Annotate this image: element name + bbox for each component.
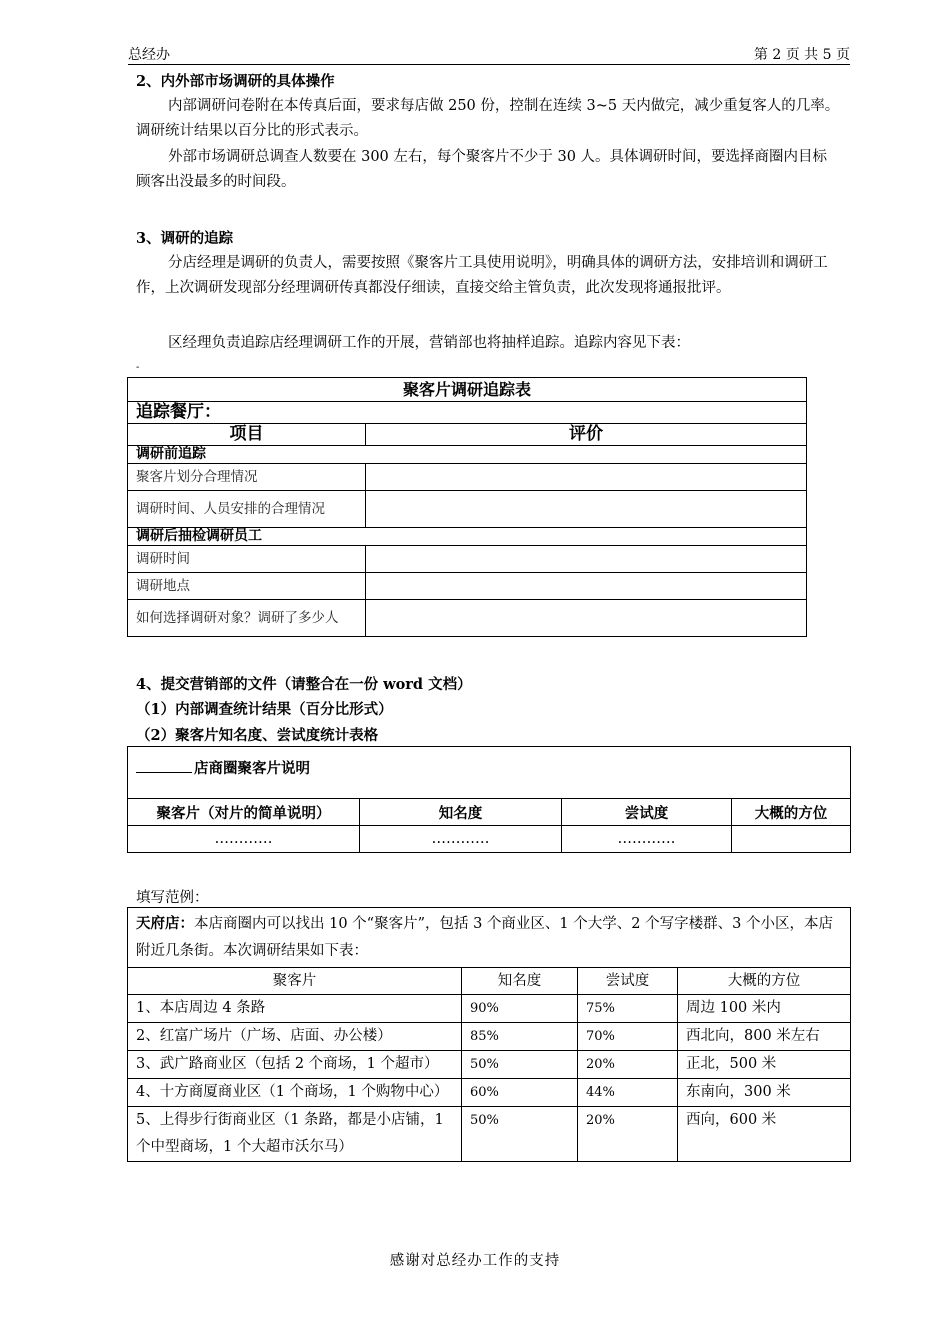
section3-heading: 3、调研的追踪: [136, 230, 234, 247]
example-intro: 本店商圈内可以找出 10 个“聚客片”，包括 3 个商业区、1 个大学、2 个写字楼群、3 个小区，本店附近几条街。本次调研结果如下表：: [136, 916, 833, 959]
example-cell: 20%: [578, 1107, 678, 1162]
section4-item2: （2）聚客片知名度、尝试度统计表格: [136, 727, 379, 744]
example-row: [128, 995, 851, 1023]
tracking-item: 调研时间、人员安排的合理情况: [128, 491, 366, 528]
section-before-label: 调研前追踪: [128, 446, 807, 464]
example-row: [128, 1107, 851, 1162]
eval-cell: [366, 546, 807, 573]
header-page-number: 第 2 页 共 5 页: [753, 47, 850, 63]
eval-cell: [366, 464, 807, 491]
example-row: [128, 1023, 851, 1051]
example-header: 大概的方位: [678, 968, 851, 995]
example-cell: 70%: [578, 1023, 678, 1051]
section-after-label: 调研后抽检调研员工: [128, 528, 807, 546]
section4-heading: 4、提交营销部的文件（请整合在一份 word 文档）: [136, 676, 472, 693]
section4-item1: （1）内部调查统计结果（百分比形式）: [136, 701, 393, 718]
example-cell: 西北向，800 米左右: [678, 1023, 851, 1051]
stats-cell: [732, 826, 851, 853]
example-cell: 东南向，300 米: [678, 1079, 851, 1107]
example-header: 知名度: [462, 968, 578, 995]
example-cell: 50%: [462, 1107, 578, 1162]
tracking-table: [127, 377, 807, 637]
stats-cell: …………: [360, 826, 562, 853]
example-cell: 4、十方商厦商业区（1 个商场，1 个购物中心）: [128, 1079, 462, 1107]
example-cell: 5、上得步行街商业区（1 条路，都是小店铺，1 个中型商场，1 个大超市沃尔马）: [128, 1107, 462, 1162]
section2-para1: 内部调研问卷附在本传真后面，要求每店做 250 份，控制在连续 3~5 天内做完，减少重复客人的几率。调研统计结果以百分比的形式表示。: [136, 98, 840, 139]
marker: -: [136, 362, 140, 373]
tracking-item: 如何选择调研对象？调研了多少人: [128, 600, 366, 637]
example-table: [127, 907, 851, 1162]
example-cell: 周边 100 米内: [678, 995, 851, 1023]
tracking-restaurant-label: 追踪餐厅：: [128, 402, 807, 424]
example-cell: 85%: [462, 1023, 578, 1051]
tracking-item: 调研时间: [128, 546, 366, 573]
example-cell: 90%: [462, 995, 578, 1023]
stats-caption: 店商圈聚客片说明: [194, 760, 310, 777]
example-cell: 2、红富广场片（广场、店面、办公楼）: [128, 1023, 462, 1051]
fill-blank: [136, 772, 192, 773]
example-row: [128, 1079, 851, 1107]
example-cell: 75%: [578, 995, 678, 1023]
example-cell: 西向，600 米: [678, 1107, 851, 1162]
section2-heading: 2、内外部市场调研的具体操作: [136, 73, 335, 90]
stats-caption-cell: [128, 747, 851, 799]
stats-table: [127, 746, 851, 853]
eval-cell: [366, 491, 807, 528]
example-row: [128, 1051, 851, 1079]
example-cell: 44%: [578, 1079, 678, 1107]
example-intro-cell: [128, 908, 851, 968]
section2-para2: 外部市场调研总调查人数要在 300 左右，每个聚客片不少于 30 人。具体调研时间，要选择商圈内目标顾客出没最多的时间段。: [136, 149, 828, 190]
section3-para2: 区经理负责追踪店经理调研工作的开展，营销部也将抽样追踪。追踪内容见下表：: [168, 335, 690, 351]
example-cell: 50%: [462, 1051, 578, 1079]
example-label: 填写范例：: [136, 890, 209, 906]
example-cell: 20%: [578, 1051, 678, 1079]
tracking-table-title: 聚客片调研追踪表: [128, 378, 807, 402]
example-cell: 60%: [462, 1079, 578, 1107]
tracking-item: 聚客片划分合理情况: [128, 464, 366, 491]
stats-header: 大概的方位: [732, 799, 851, 826]
eval-cell: [366, 573, 807, 600]
example-cell: 3、武广路商业区（包括 2 个商场，1 个超市）: [128, 1051, 462, 1079]
example-header: 尝试度: [578, 968, 678, 995]
example-header: 聚客片: [128, 968, 462, 995]
stats-cell: …………: [128, 826, 360, 853]
page-footer: 感谢对总经办工作的支持: [389, 1253, 561, 1269]
example-cell: 正北，500 米: [678, 1051, 851, 1079]
tracking-item: 调研地点: [128, 573, 366, 600]
col-eval-header: 评价: [366, 424, 807, 446]
stats-header: 尝试度: [562, 799, 732, 826]
stats-cell: …………: [562, 826, 732, 853]
header-left: 总经办: [128, 47, 170, 63]
section3-para1: 分店经理是调研的负责人，需要按照《聚客片工具使用说明》，明确具体的调研方法，安排培训和调研工作，上次调研发现部分经理调研传真都没仔细读，直接交给主管负责，此次发现将通报批评。: [136, 255, 828, 296]
example-cell: 1、本店周边 4 条路: [128, 995, 462, 1023]
stats-header: 知名度: [360, 799, 562, 826]
eval-cell: [366, 600, 807, 637]
example-store: 天府店：: [136, 915, 194, 932]
header-divider: [128, 64, 850, 65]
col-item-header: 项目: [128, 424, 366, 446]
stats-header: 聚客片（对片的简单说明）: [128, 799, 360, 826]
